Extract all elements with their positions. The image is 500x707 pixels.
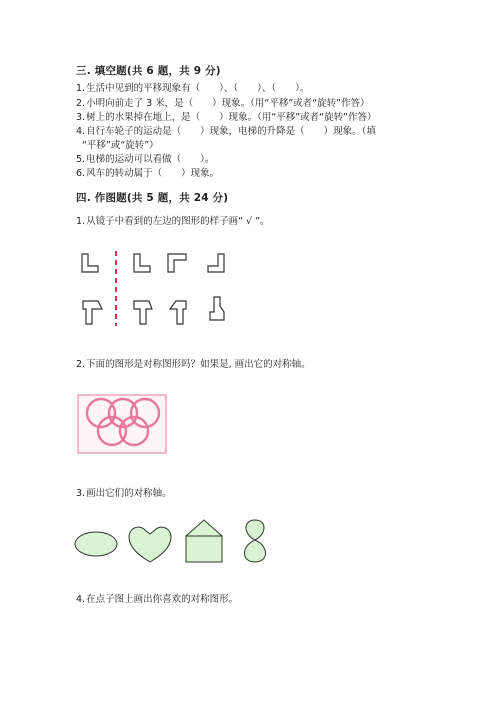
- ellipse-shape: [75, 532, 117, 556]
- question-text: 自行车轮子的运动是（ ）现象，电梯的升降是（ ）现象。（填: [86, 126, 376, 137]
- question-text: 生活中见到的平移现象有（ ）、（ ）、（ ）。: [86, 83, 310, 94]
- question-number: 1.: [76, 216, 86, 227]
- question-number: 6.: [76, 168, 86, 179]
- question-text: 小明向前走了 3 米，是（ ）现象。（用“平移”或者“旋转”作答）: [86, 98, 370, 109]
- question-text: 树上的水果掉在地上，是（ ）现象。（用“平移”或者“旋转”作答）: [86, 112, 377, 123]
- question-text: 风车的转动属于（ ）现象。: [86, 168, 220, 179]
- question-number: 3.: [76, 488, 86, 499]
- question-number: 4.: [76, 594, 86, 605]
- question-number: 1.: [76, 83, 86, 94]
- question-text: 画出它们的对称轴。: [86, 488, 172, 499]
- question-text: 下面的图形是对称图形吗？如果是, 画出它的对称轴。: [86, 359, 311, 370]
- question-number: 5.: [76, 154, 86, 165]
- section3-title: 三. 填空题(共 6 题，共 9 分): [76, 65, 221, 77]
- question-number: 4.: [76, 126, 86, 137]
- section4-question-4: [76, 593, 238, 606]
- question-number: 3.: [76, 112, 86, 123]
- question-number: 2.: [76, 359, 86, 370]
- section4-title: 四. 作图题(共 5 题，共 24 分): [76, 192, 229, 204]
- question-number: 2.: [76, 98, 86, 109]
- question-text: 从镜子中看到的左边的图形的样子画“ √ ”。: [86, 216, 270, 227]
- question-text: 在点子图上画出你喜欢的对称图形。: [86, 594, 239, 605]
- heart-shape: [129, 527, 171, 562]
- house-shape: [186, 520, 222, 562]
- question-text: “平移”或“旋转”）: [82, 140, 159, 151]
- figure-eight-shape: [245, 520, 266, 562]
- question-text: 电梯的运动可以看做（ ）。: [86, 154, 215, 165]
